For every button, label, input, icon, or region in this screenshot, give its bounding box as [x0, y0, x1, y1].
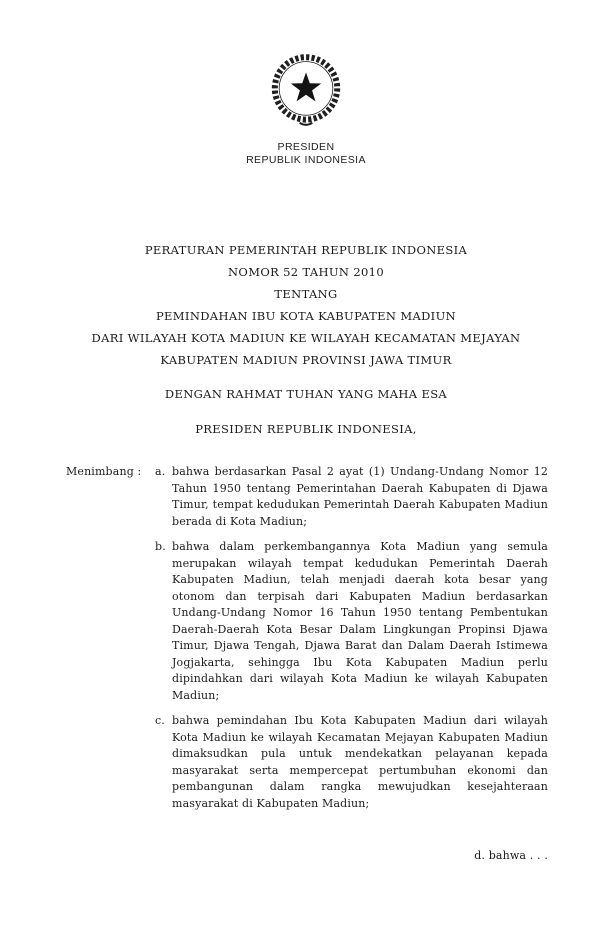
- item-letter: c.: [155, 714, 165, 727]
- title-line-subject-2: DARI WILAYAH KOTA MADIUN KE WILAYAH KECAMATAN MEJAYAN: [91, 331, 521, 345]
- regulation-title: [0, 239, 612, 371]
- title-line-number: NOMOR 52 TAHUN 2010: [228, 265, 384, 279]
- seal-star-wreath-icon: [266, 50, 346, 134]
- continuation-marker: d. bahwa . . .: [474, 849, 548, 862]
- menimbang-items: [155, 464, 548, 821]
- title-line-subject-3: KABUPATEN MADIUN PROVINSI JAWA TIMUR: [160, 353, 452, 367]
- menimbang-item-c: [155, 713, 548, 812]
- menimbang-item-a: [155, 464, 548, 530]
- title-line-subject-1: PEMINDAHAN IBU KOTA KABUPATEN MADIUN: [155, 309, 457, 323]
- item-letter: b.: [155, 540, 166, 553]
- item-text: bahwa berdasarkan Pasal 2 ayat (1) Undang-Undang Nomor 12 Tahun 1950 tentang Pemerintahan Daerah Kabupaten di Djawa Timur, tempat kedudukan Pemerintah Daerah Kabupaten Madiun berada di Kota Madiun;: [172, 465, 548, 528]
- letterhead: [0, 141, 612, 167]
- letterhead-presiden: PRESIDEN: [277, 141, 335, 153]
- letterhead-republik-indonesia: REPUBLIK INDONESIA: [246, 154, 366, 166]
- item-text: bahwa pemindahan Ibu Kota Kabupaten Madiun dari wilayah Kota Madiun ke wilayah Kecamatan Mejayan Kabupaten Madiun dimaksudkan pula untuk mendekatkan pelayanan kepada masyarakat serta mempercepat pertumbuhan ekonomi dan pembangunan dalam rangka mewujudkan kesejahteraan masyarakat di Kabupaten Madiun;: [172, 714, 548, 810]
- menimbang-section: [0, 464, 612, 821]
- item-letter: a.: [155, 465, 166, 478]
- presidential-seal: [0, 0, 612, 138]
- invocation-line: DENGAN RAHMAT TUHAN YANG MAHA ESA: [164, 387, 448, 401]
- title-line-regulation: PERATURAN PEMERINTAH REPUBLIK INDONESIA: [144, 243, 468, 257]
- menimbang-label: Menimbang :: [66, 465, 142, 478]
- salutation-line: PRESIDEN REPUBLIK INDONESIA,: [195, 422, 417, 436]
- item-text: bahwa dalam perkembangannya Kota Madiun yang semula merupakan wilayah tempat kedudukan Pemerintah Daerah Kabupaten Madiun, telah menjadi daerah kota besar yang otonom dan terpisah dari Kabupaten Madiun berdasarkan Undang-Undang Nomor 16 Tahun 1950 tentang Pembentukan Daerah-Daerah Kota Besar Dalam Lingkungan Propinsi Djawa Timur, Djawa Tengah, Djawa Barat dan Dalam Daerah Istimewa Jogjakarta, sehingga Ibu Kota Kabupaten Madiun perlu dipindahkan dari wilayah Kota Madiun ke wilayah Kabupaten Madiun;: [172, 540, 548, 702]
- title-line-tentang: TENTANG: [274, 287, 338, 301]
- menimbang-item-b: [155, 539, 548, 704]
